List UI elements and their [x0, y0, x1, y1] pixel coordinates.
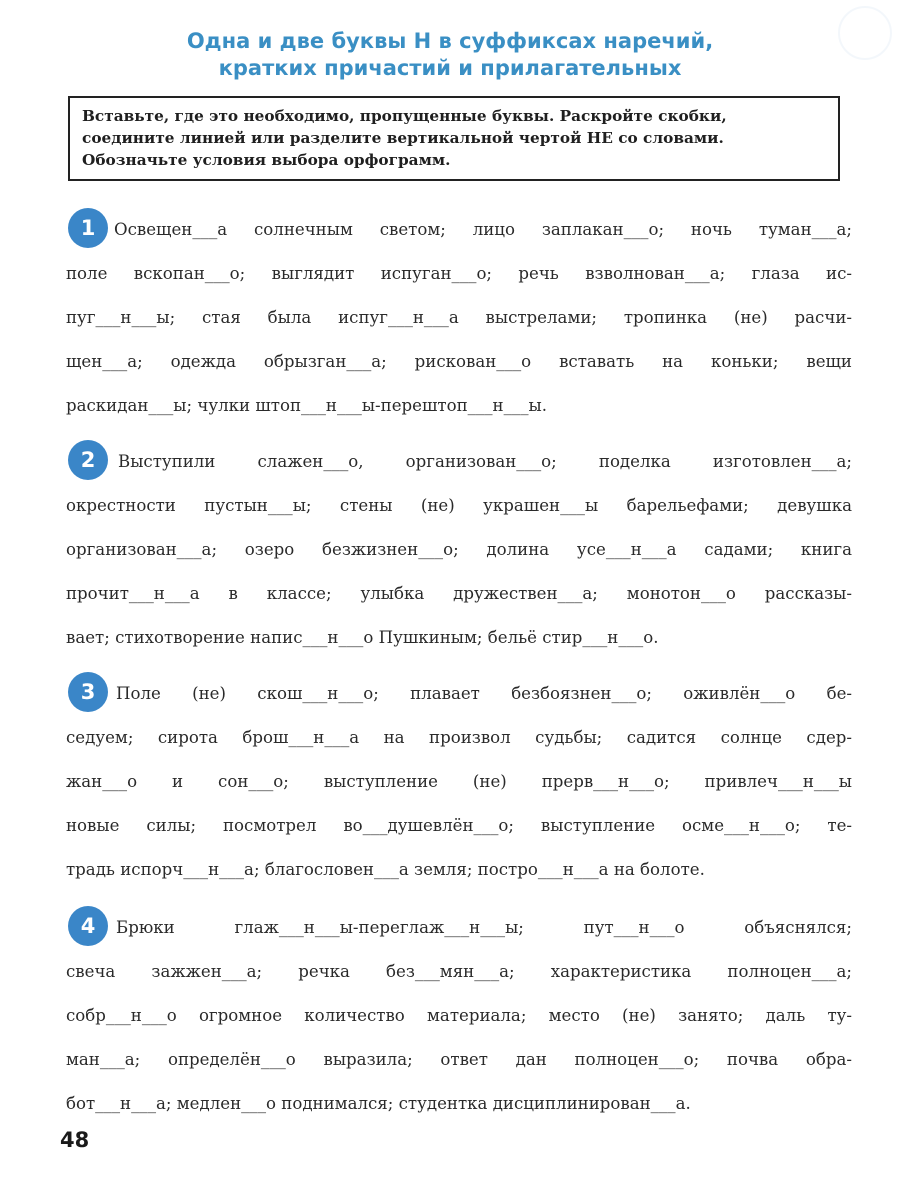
exercise-line: свеча зажжен___а; речка без___мян___а; характеристика полноцен___а;	[66, 962, 852, 981]
instruction-box	[68, 96, 840, 181]
instruction-line-2: соедините линией или разделите вертикальной чертой НЕ со словами.	[82, 129, 724, 147]
exercise-line: собр___н___о огромное количество материала; место (не) занято; даль ту-	[66, 1006, 852, 1025]
exercise-line: новые силы; посмотрел во___душевлён___о; выступление осме___н___о; те-	[66, 816, 852, 835]
exercise-2-badge: 2	[68, 440, 108, 480]
exercise-line: прочит___н___а в классе; улыбка дружествен___а; монотон___о рассказы-	[66, 584, 852, 603]
instruction-line-1: Вставьте, где это необходимо, пропущенные буквы. Раскройте скобки,	[82, 107, 727, 125]
exercise-line: щен___а; одежда обрызган___а; рискован___о вставать на коньки; вещи	[66, 352, 852, 371]
exercise-line: Поле (не) скош___н___о; плавает безбоязнен___о; оживлён___о бе-	[116, 684, 852, 703]
exercise-3-badge: 3	[68, 672, 108, 712]
page-title	[0, 28, 900, 82]
exercise-4	[66, 906, 852, 1126]
exercise-line: бот___н___а; медлен___о поднимался; студентка дисциплинирован___а.	[66, 1094, 691, 1113]
exercise-line: пуг___н___ы; стая была испуг___н___а выстрелами; тропинка (не) расчи-	[66, 308, 852, 327]
exercise-line: Брюки глаж___н___ы-переглаж___н___ы; пут___н___о объяснялся;	[116, 918, 852, 937]
exercise-3	[66, 672, 852, 892]
exercise-line: организован___а; озеро безжизнен___о; долина усе___н___а садами; книга	[66, 540, 852, 559]
exercise-line: традь испорч___н___а; благословен___а земля; постро___н___а на болоте.	[66, 860, 705, 879]
exercise-line: Выступили слажен___о, организован___о; поделка изготовлен___а;	[118, 452, 852, 471]
exercise-line: ман___а; определён___о выразила; ответ дан полноцен___о; почва обра-	[66, 1050, 852, 1069]
instruction-line-3: Обозначьте условия выбора орфограмм.	[82, 151, 451, 169]
exercise-4-badge: 4	[68, 906, 108, 946]
exercise-line: вает; стихотворение напис___н___о Пушкиным; бельё стир___н___о.	[66, 628, 659, 647]
page-number: 48	[60, 1128, 90, 1152]
exercise-line: поле вскопан___о; выглядит испуган___о; речь взволнован___а; глаза ис-	[66, 264, 852, 283]
exercise-line: седуем; сирота брош___н___а на произвол судьбы; садится солнце сдер-	[66, 728, 852, 747]
exercise-1-badge: 1	[68, 208, 108, 248]
exercise-line: Освещен___а солнечным светом; лицо заплакан___о; ночь туман___а;	[114, 220, 852, 239]
exercise-line: окрестности пустын___ы; стены (не) украшен___ы барельефами; девушка	[66, 496, 852, 515]
exercise-1	[66, 208, 852, 428]
exercise-2	[66, 440, 852, 660]
exercise-line: раскидан___ы; чулки штоп___н___ы-перештоп___н___ы.	[66, 396, 547, 415]
exercise-line: жан___о и сон___о; выступление (не) прерв___н___о; привлеч___н___ы	[66, 772, 852, 791]
title-line-1: Одна и две буквы Н в суффиксах наречий,	[186, 29, 714, 53]
title-line-2: кратких причастий и прилагательных	[218, 56, 682, 80]
